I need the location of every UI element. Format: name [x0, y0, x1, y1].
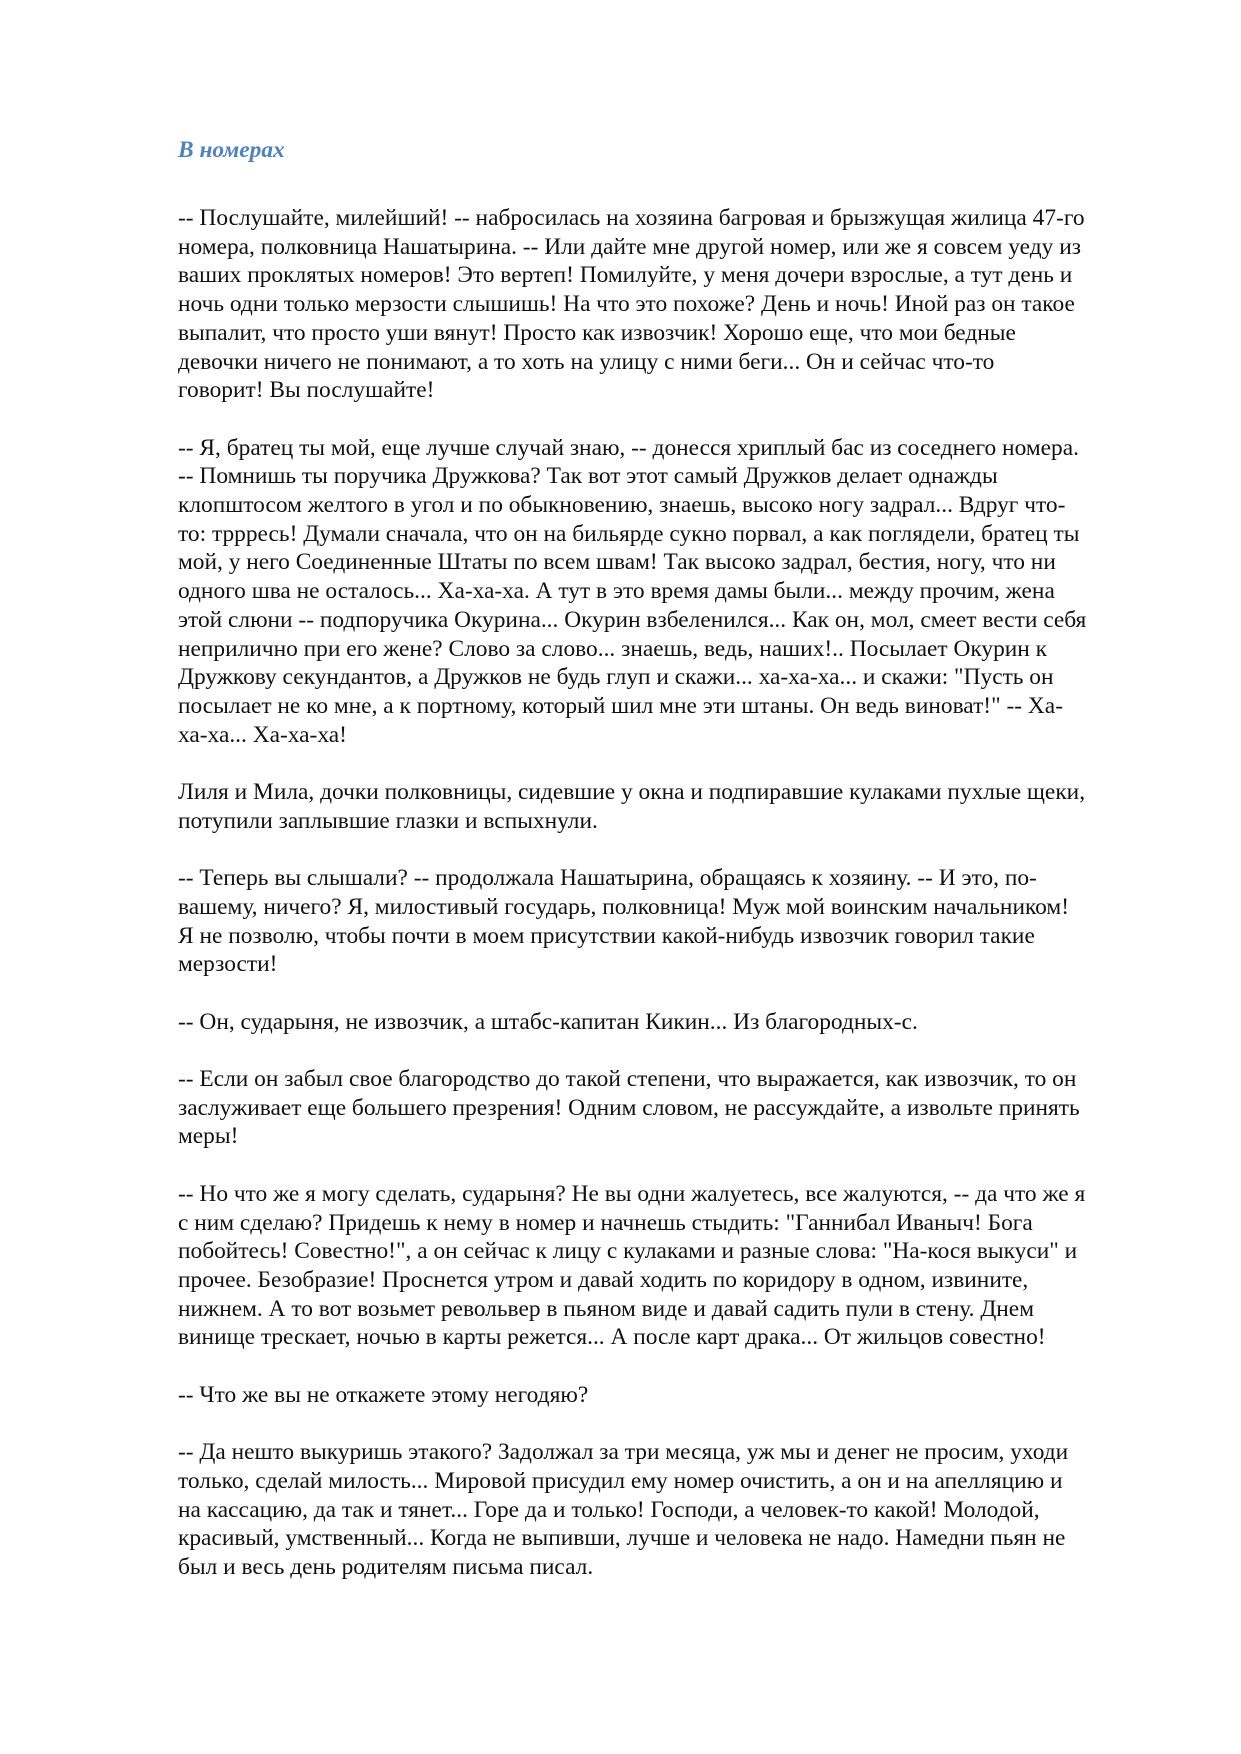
paragraph	[178, 204, 1158, 405]
text-line: на кассацию, да так и тянет... Горе да и только! Господи, а человек-то какой! Молодой,	[178, 1496, 1040, 1523]
text-line: номера, полковница Нашатырина. -- Или дайте мне другой номер, или же я совсем уеду из	[178, 233, 1081, 260]
text-line: красивый, умственный... Когда не выпивши, лучше и человека не надо. Намедни пьян не	[178, 1525, 1066, 1552]
paragraph	[178, 1438, 1158, 1582]
text-line: потупили заплывшие глазки и вспыхнули.	[178, 807, 598, 834]
text-line: -- Теперь вы слышали? -- продолжала Нашатырина, обращаясь к хозяину. -- И это, по-	[178, 865, 1037, 892]
text-line: клопштосом желтого в угол и по обыкновению, знаешь, высоко ногу задрал... Вдруг что-	[178, 492, 1066, 519]
text-line: ваших проклятых номеров! Это вертеп! Помилуйте, у меня дочери взрослые, а тут день и	[178, 262, 1073, 289]
text-line: неприлично при его жене? Слово за слово... знаешь, ведь, наших!.. Посылает Окурин к	[178, 635, 1048, 662]
text-line: -- Если он забыл свое благородство до такой степени, что выражается, как извозчик, то он	[178, 1066, 1077, 1093]
text-line: -- Помнишь ты поручика Дружкова? Так вот этот самый Дружков делает однажды	[178, 463, 998, 490]
text-line: выпалит, что просто уши вянут! Просто как извозчик! Хорошо еще, что мои бедные	[178, 319, 1016, 346]
text-line: Я не позволю, чтобы почти в моем присутствии какой-нибудь извозчик говорил такие	[178, 922, 1035, 949]
text-line: то: тррресь! Думали сначала, что он на бильярде сукно порвал, а как поглядели, братец ты	[178, 520, 1080, 547]
document-title: В номерах	[178, 137, 285, 163]
paragraph	[178, 778, 1158, 835]
text-line: вашему, ничего? Я, милостивый государь, полковница! Муж мой воинским начальником!	[178, 893, 1069, 920]
text-line: заслуживает еще большего презрения! Одним словом, не рассуждайте, а извольте принять	[178, 1094, 1080, 1121]
text-line: -- Да нешто выкуришь этакого? Задолжал за три месяца, уж мы и денег не просим, уходи	[178, 1439, 1069, 1466]
text-line: винище трескает, ночью в карты режется... А после карт драка... От жильцов совестно!	[178, 1324, 1046, 1351]
text-line: Лиля и Мила, дочки полковницы, сидевшие у окна и подпиравшие кулаками пухлые щеки,	[178, 779, 1086, 806]
paragraph	[178, 1008, 1158, 1037]
text-line: ха-ха... Ха-ха-ха!	[178, 721, 347, 748]
paragraph	[178, 864, 1158, 979]
paragraph	[178, 1065, 1158, 1151]
text-line: -- Что же вы не откажете этому негодяю?	[178, 1381, 589, 1408]
text-line: -- Он, сударыня, не извозчик, а штабс-капитан Кикин... Из благородных-с.	[178, 1008, 918, 1035]
text-line: -- Я, братец ты мой, еще лучше случай знаю, -- донесся хриплый бас из соседнего номера.	[178, 434, 1079, 461]
text-line: побойтесь! Совестно!", а он сейчас к лицу с кулаками и разные слова: "На-кося выкуси" и	[178, 1238, 1078, 1265]
text-line: только, сделай милость... Мировой присудил ему номер очистить, а он и на апелляцию и	[178, 1467, 1063, 1494]
text-line: меры!	[178, 1123, 239, 1150]
text-line: -- Но что же я могу сделать, сударыня? Не вы одни жалуетесь, все жалуются, -- да что же я	[178, 1180, 1086, 1207]
text-line: девочки ничего не понимают, а то хоть на улицу с ними беги... Он и сейчас что-то	[178, 348, 995, 375]
text-line: этой слюни -- подпоручика Окурина... Окурин взбеленился... Как он, мол, смеет вести себя	[178, 606, 1087, 633]
text-line: нижнем. А то вот возьмет револьвер в пьяном виде и давай садить пули в стену. Днем	[178, 1295, 1034, 1322]
text-line: с ним сделаю? Придешь к нему в номер и начнешь стыдить: "Ганнибал Иваныч! Бога	[178, 1209, 1033, 1236]
paragraph	[178, 434, 1158, 750]
text-line: был и весь день родителям письма писал.	[178, 1553, 594, 1580]
paragraph	[178, 1180, 1158, 1352]
text-line: -- Послушайте, милейший! -- набросилась на хозяина багровая и брызжущая жилица 47-го	[178, 205, 1085, 231]
text-line: одного шва не осталось... Ха-ха-ха. А тут в это время дамы были... между прочим, жена	[178, 578, 1055, 605]
paragraph-list	[178, 204, 1158, 1582]
text-line: ночь одни только мерзости слышишь! На что это похоже? День и ночь! Иной раз он такое	[178, 291, 1075, 318]
text-line: мерзости!	[178, 951, 278, 978]
document-body	[178, 136, 1158, 1610]
text-line: посылает не ко мне, а к портному, который шил мне эти штаны. Он ведь виноват!" -- Ха-	[178, 692, 1063, 719]
text-line: говорит! Вы послушайте!	[178, 377, 435, 404]
text-line: прочее. Безобразие! Проснется утром и давай ходить по коридору в одном, извините,	[178, 1266, 1029, 1293]
text-line: Дружкову секундантов, а Дружков не будь глуп и скажи... ха-ха-ха... и скажи: "Пусть он	[178, 664, 1054, 691]
paragraph	[178, 1381, 1158, 1410]
text-line: мой, у него Соединенные Штаты по всем швам! Так высоко задрал, бестия, ногу, что ни	[178, 549, 1056, 576]
